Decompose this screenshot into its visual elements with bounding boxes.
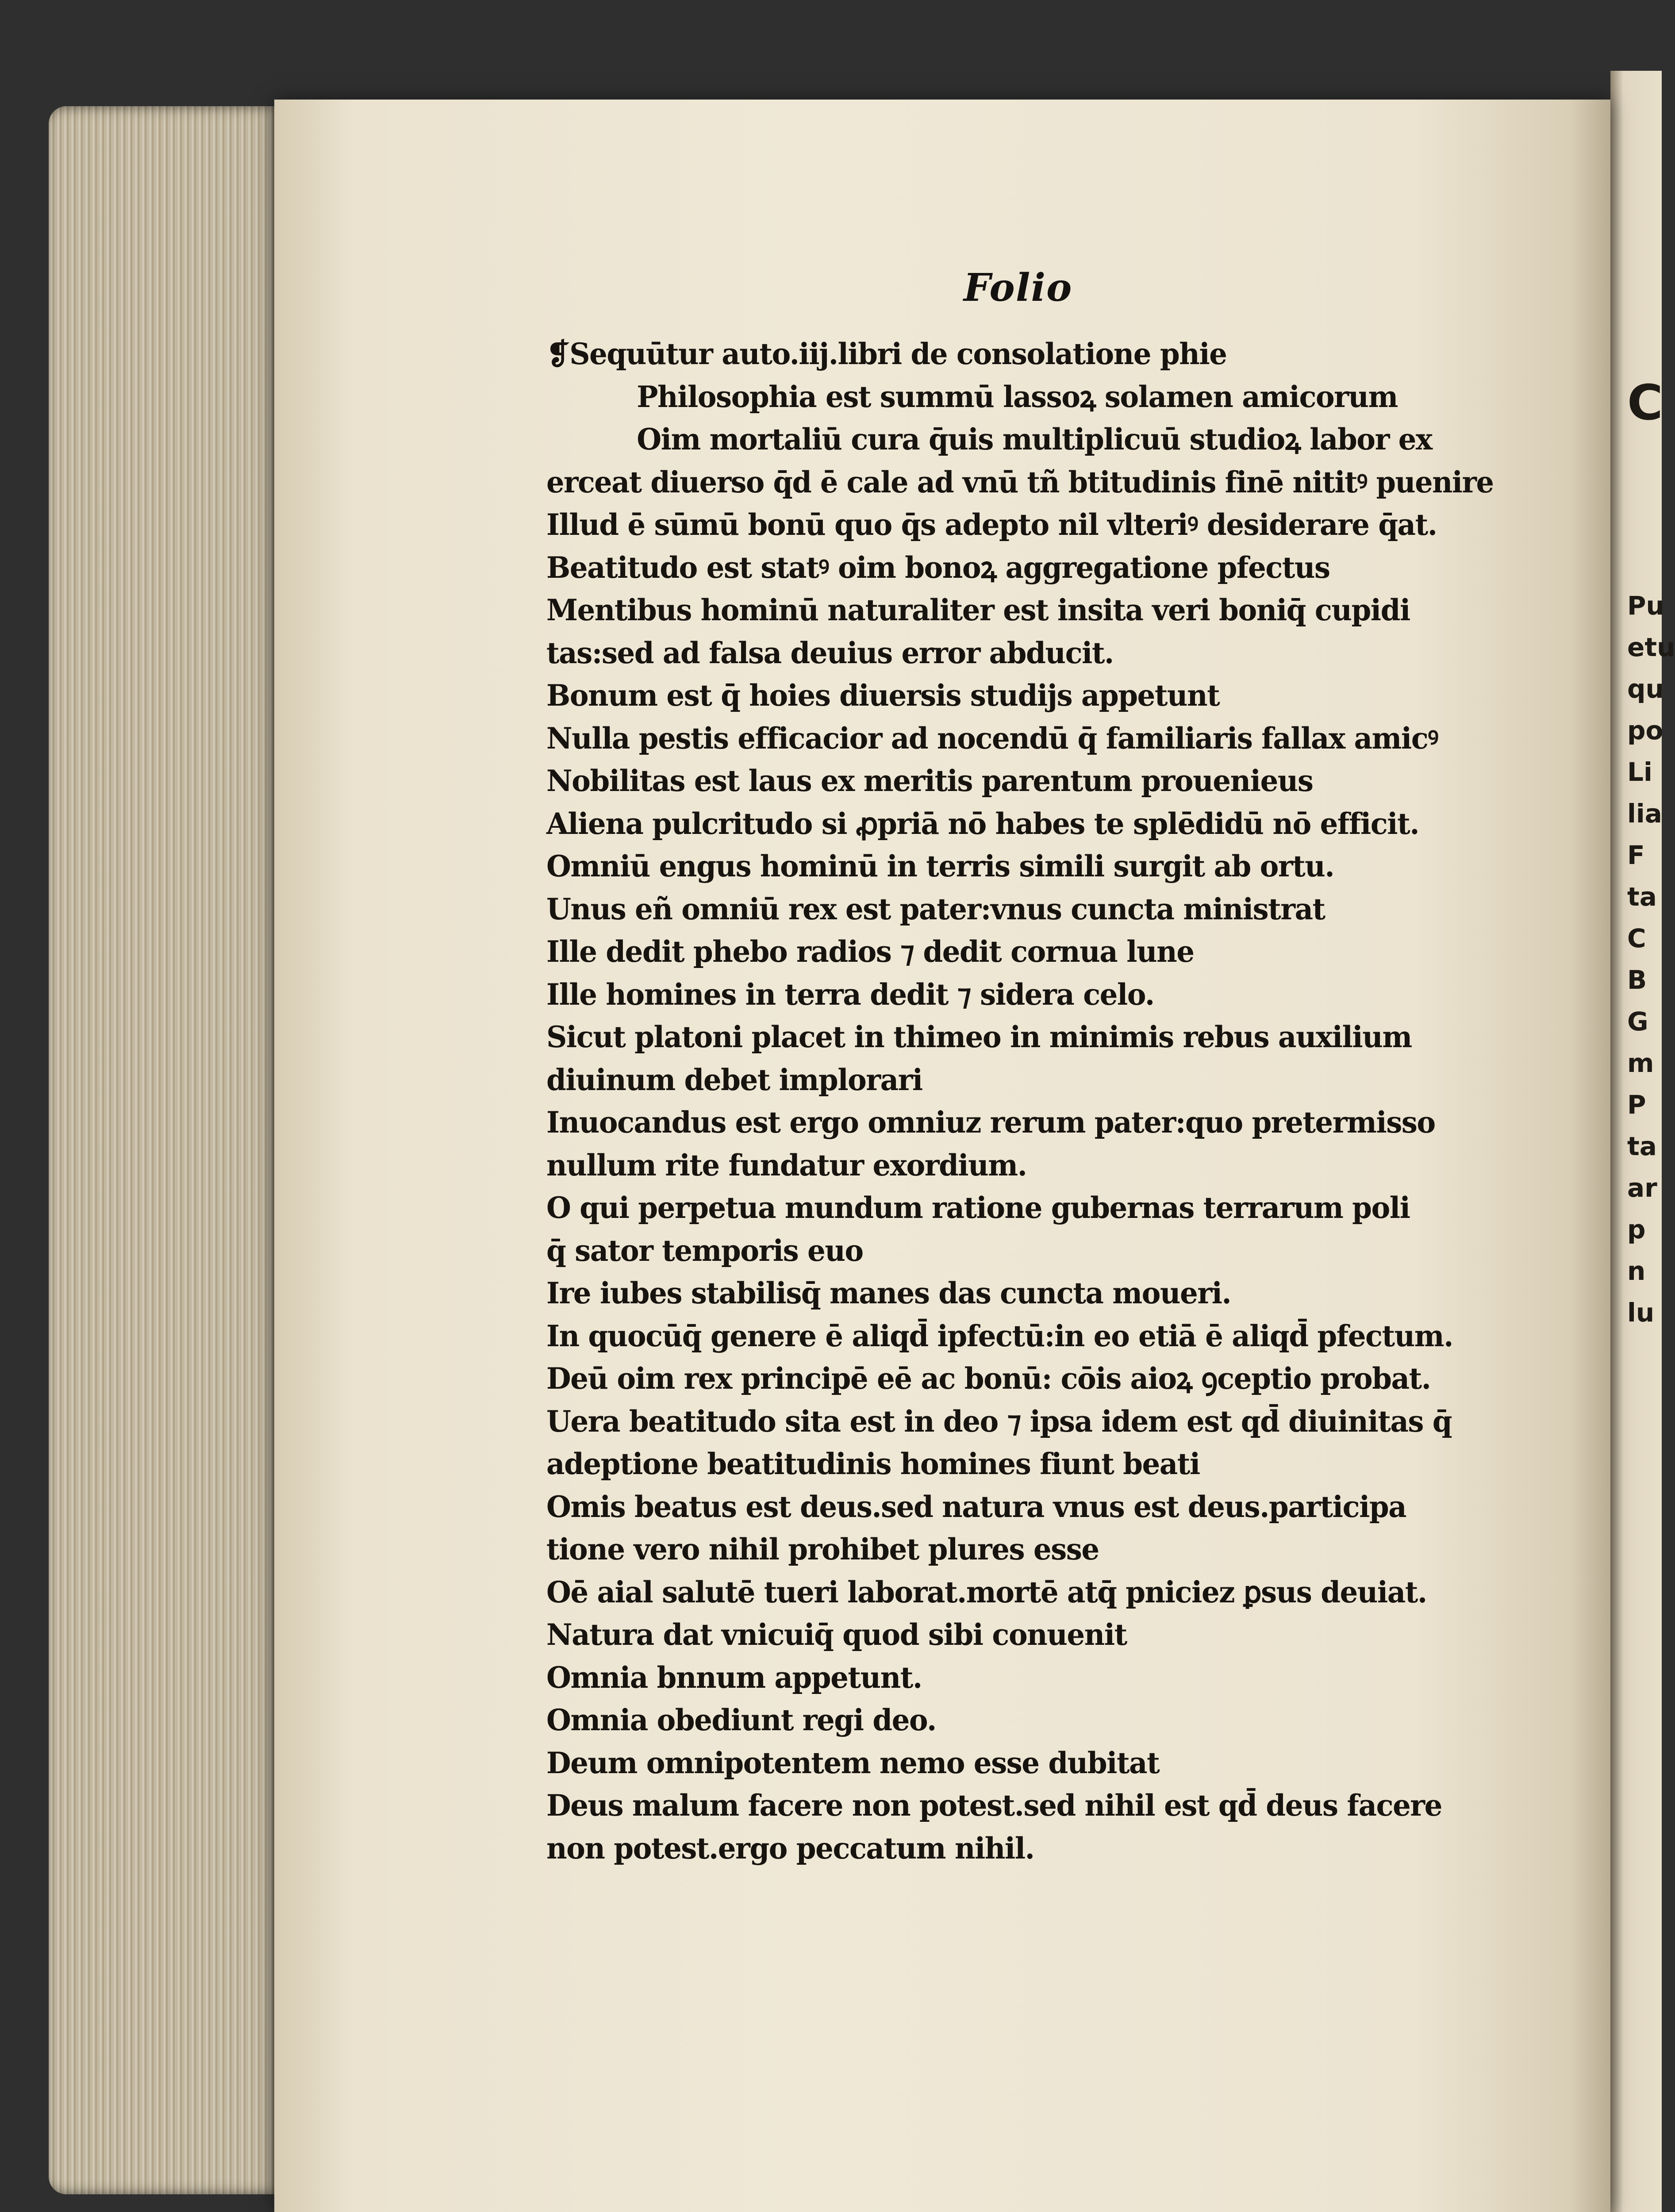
facing-page-fragment: n	[1627, 1256, 1646, 1286]
text-line: Beatitudo est statꝰ oim bonoꝝ aggregatione pfectus	[546, 550, 1330, 585]
text-line: Bonum est q̄ hoies diuersis studijs appetunt	[546, 678, 1220, 713]
facing-page-fragment: ar	[1627, 1173, 1657, 1203]
text-block	[546, 333, 1520, 1870]
text-line: In quocūq̄ genere ē aliqd̄ ipfectū:in eo etiā ē aliqd̄ pfectum.	[546, 1318, 1453, 1353]
facing-page-fragment: m	[1627, 1048, 1654, 1078]
facing-page-fragment: P	[1627, 1090, 1646, 1120]
facing-page-fragment: etu	[1627, 632, 1675, 662]
facing-page-fragment: po	[1627, 715, 1663, 745]
facing-page-fragment: p	[1627, 1214, 1646, 1244]
facing-page-fragment: qu	[1627, 674, 1664, 704]
facing-page	[1610, 71, 1675, 2212]
text-line: Oē aial salutē tueri laborat.mortē atq̄ pniciez ꝑsus deuiat.	[546, 1575, 1427, 1609]
facing-page-fragment: Pu	[1627, 591, 1664, 621]
text-line: Aliena pulcritudo si ꝓpriā nō habes te splēdidū nō efficit.	[546, 806, 1419, 841]
text-line: Illud ē sūmū bonū quo q̄s adepto nil vlteriꝰ desiderare q̄at.	[546, 507, 1437, 542]
text-line: O qui perpetua mundum ratione gubernas terrarum poli	[546, 1190, 1410, 1225]
text-line: tione vero nihil prohibet plures esse	[546, 1532, 1099, 1567]
text-line: non potest.ergo peccatum nihil.	[546, 1831, 1034, 1866]
text-line: Omnia obediunt regi deo.	[546, 1703, 936, 1737]
text-line: Ille homines in terra dedit ⁊ sidera celo.	[546, 977, 1154, 1012]
facing-page-fragment: F	[1627, 840, 1645, 870]
text-line: Nobilitas est laus ex meritis parentum prouenieus	[546, 764, 1313, 798]
text-line: Omis beatus est deus.sed natura vnus est deus.participa	[546, 1489, 1406, 1524]
text-line: tas:sed ad falsa deuius error abducit.	[546, 635, 1114, 670]
text-line: Omniū engus hominū in terris simili surgit ab ortu.	[546, 849, 1334, 883]
facing-page-initial: C	[1627, 374, 1663, 431]
text-line: Ille dedit phebo radios ⁊ dedit cornua lune	[546, 934, 1194, 969]
facing-page-fragment: ta	[1627, 882, 1657, 912]
facing-page-fragment: Li	[1627, 757, 1652, 787]
text-line: nullum rite fundatur exordium.	[546, 1148, 1027, 1183]
text-line: Deus malum facere non potest.sed nihil est qd̄ deus facere	[546, 1788, 1442, 1823]
folio-header: Folio	[964, 265, 1073, 310]
facing-page-fragment: lia	[1627, 799, 1662, 829]
facing-page-fragment: lu	[1627, 1298, 1655, 1328]
text-line: Uera beatitudo sita est in deo ⁊ ipsa idem est qd̄ diuinitas q̄	[546, 1404, 1452, 1439]
text-line: adeptione beatitudinis homines fiunt beati	[546, 1447, 1200, 1481]
facing-page-fragment: G	[1627, 1006, 1648, 1037]
text-line: q̄ sator temporis euo	[546, 1233, 863, 1268]
text-line: erceat diuerso q̄d ē cale ad vnū tñ btitudinis finē nititꝰ puenire	[546, 465, 1494, 499]
facing-page-text	[1627, 374, 1675, 1417]
text-line: Inuocandus est ergo omniuz rerum pater:quo pretermisso	[546, 1105, 1435, 1140]
text-line: Deum omnipotentem nemo esse dubitat	[546, 1745, 1160, 1780]
text-line: diuinum debet implorari	[546, 1062, 922, 1097]
facing-page-fragment: ta	[1627, 1131, 1657, 1161]
text-line: Ire iubes stabilisq̄ manes das cuncta moueri.	[546, 1276, 1231, 1310]
text-line: Omnia bnnum appetunt.	[546, 1660, 922, 1695]
text-line: Sicut platoni placet in thimeo in minimis rebus auxilium	[546, 1020, 1412, 1054]
text-line: Natura dat vnicuiq̄ quod sibi conuenit	[546, 1617, 1127, 1652]
text-line: Nulla pestis efficacior ad nocendū q̄ familiaris fallax amicꝰ	[546, 721, 1438, 756]
text-line: Oim mortaliū cura q̄uis multiplicuū studioꝝ labor ex	[637, 422, 1432, 457]
text-line: ❡Sequūtur auto.iij.libri de consolatione phie	[546, 337, 1227, 371]
text-line: Deū oim rex principē eē ac bonū: cōis aioꝝ ꝯceptio probat.	[546, 1361, 1431, 1396]
facing-page-fragment: C	[1627, 923, 1646, 953]
stacked-pages	[49, 106, 279, 2194]
facing-page-fragment: B	[1627, 965, 1647, 995]
text-line: Unus eñ omniū rex est pater:vnus cuncta ministrat	[546, 891, 1325, 926]
text-line: Mentibus hominū naturaliter est insita veri boniq̄ cupidi	[546, 593, 1410, 627]
text-line: Philosophia est summū lassoꝝ solamen amicorum	[637, 379, 1398, 414]
facing-page-fragments	[1627, 585, 1675, 1333]
